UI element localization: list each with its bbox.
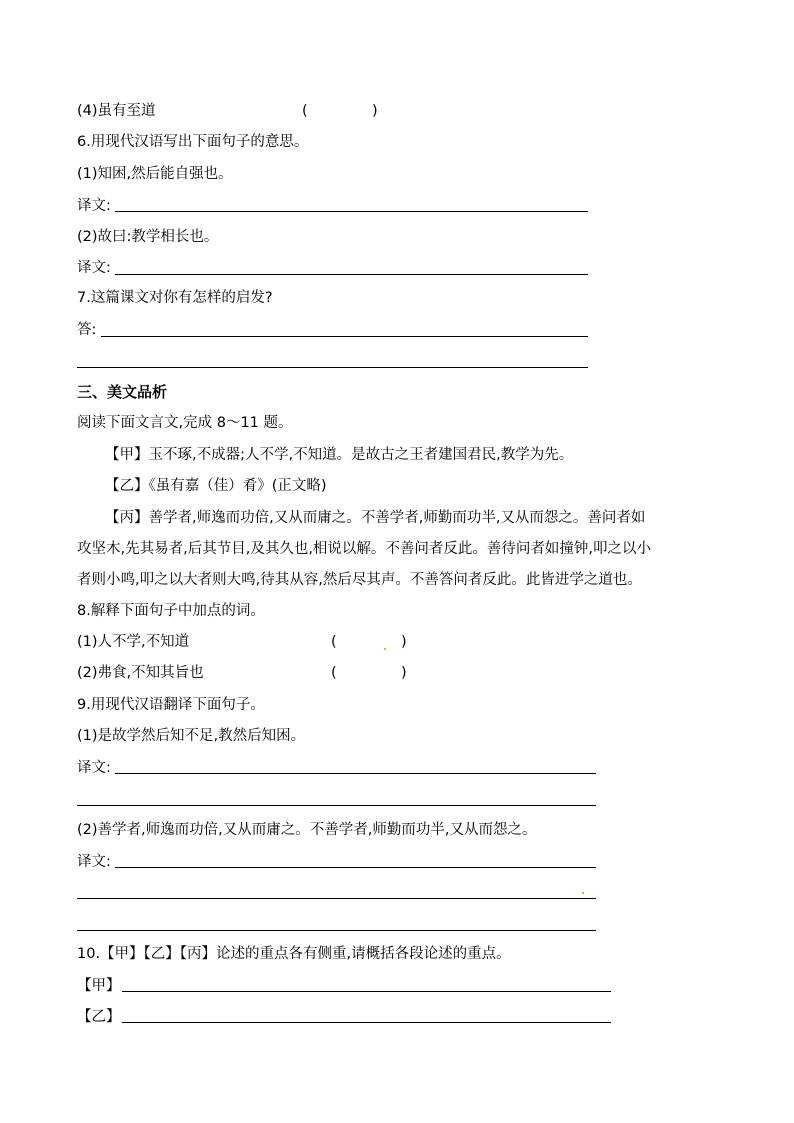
passage-yi: 【乙】《虽有嘉（佳）肴》(正文略): [105, 478, 327, 494]
q10-title: 10.【甲】【乙】【丙】论述的重点各有侧重,请概括各段论述的重点。: [77, 946, 511, 962]
stray-mark: [384, 648, 386, 650]
q8-item2-blank[interactable]: [331, 663, 411, 683]
q9-answer-line-1[interactable]: [115, 773, 596, 774]
q9-answer-line-2[interactable]: [77, 805, 596, 806]
q6-item2: (2)故曰:教学相长也。: [77, 229, 219, 245]
q9-answer-label-1: 译文:: [77, 760, 111, 776]
q9-answer-line-3[interactable]: [115, 867, 596, 868]
q9-item2: (2)善学者,师逸而功倍,又从而庸之。不善学者,师勤而功半,又从而怨之。: [77, 822, 537, 838]
passage-jia: 【甲】玉不琢,不成器;人不学,不知道。是故古之王者建国君民,教学为先。: [105, 447, 574, 463]
q7-answer-line-1[interactable]: [101, 336, 588, 337]
passage-bing-line-1: 【丙】善学者,师逸而功倍,又从而庸之。不善学者,师勤而功半,又从而怨之。善问者如: [105, 510, 646, 526]
section3-intro: 阅读下面文言文,完成 8～11 题。: [77, 415, 293, 431]
q6-answer-label-1: 译文:: [77, 198, 111, 214]
section3-heading: 三、美文品析: [77, 383, 168, 401]
q9-item1: (1)是故学然后知不足,教然后知困。: [77, 728, 306, 744]
q6-answer-label-2: 译文:: [77, 260, 111, 276]
q8-item1: (1)人不学,不知道: [77, 634, 190, 650]
q8-title: 8.解释下面句子中加点的词。: [77, 603, 265, 619]
q5-item4-blank[interactable]: [302, 101, 382, 121]
passage-bing-line-3: 者则小鸣,叩之以大者则大鸣,待其从容,然后尽其声。不善答问者反此。此皆进学之道也。: [77, 572, 642, 588]
passage-bing-line-2: 攻坚木,先其易者,后其节目,及其久也,相说以解。不善问者反此。善待问者如撞钟,叩之以小: [77, 541, 652, 557]
stray-mark: [582, 892, 584, 894]
left-paren: (: [331, 665, 337, 681]
q9-answer-line-5[interactable]: [77, 930, 596, 931]
left-paren: (: [302, 103, 308, 119]
q10-label-jia: 【甲】: [77, 978, 121, 994]
q10-answer-line-jia[interactable]: [122, 991, 611, 992]
q8-item1-blank[interactable]: [331, 632, 411, 652]
q9-answer-line-4[interactable]: [77, 898, 596, 899]
q8-item2: (2)弗食,不知其旨也: [77, 665, 204, 681]
q6-answer-line-1[interactable]: [115, 211, 588, 212]
q6-item1: (1)知困,然后能自强也。: [77, 166, 233, 182]
q7-title: 7.这篇课文对你有怎样的启发?: [77, 290, 273, 306]
q7-answer-label: 答:: [77, 322, 97, 338]
q7-answer-line-2[interactable]: [77, 367, 588, 368]
right-paren: ): [401, 665, 407, 681]
q9-title: 9.用现代汉语翻译下面句子。: [77, 697, 265, 713]
q5-item4: (4)虽有至道: [77, 103, 156, 119]
q9-answer-label-2: 译文:: [77, 854, 111, 870]
right-paren: ): [401, 634, 407, 650]
q10-label-yi: 【乙】: [77, 1009, 121, 1025]
q10-answer-line-yi[interactable]: [122, 1022, 611, 1023]
left-paren: (: [331, 634, 337, 650]
q6-title: 6.用现代汉语写出下面句子的意思。: [77, 134, 309, 150]
right-paren: ): [372, 103, 378, 119]
q6-answer-line-2[interactable]: [115, 274, 588, 275]
